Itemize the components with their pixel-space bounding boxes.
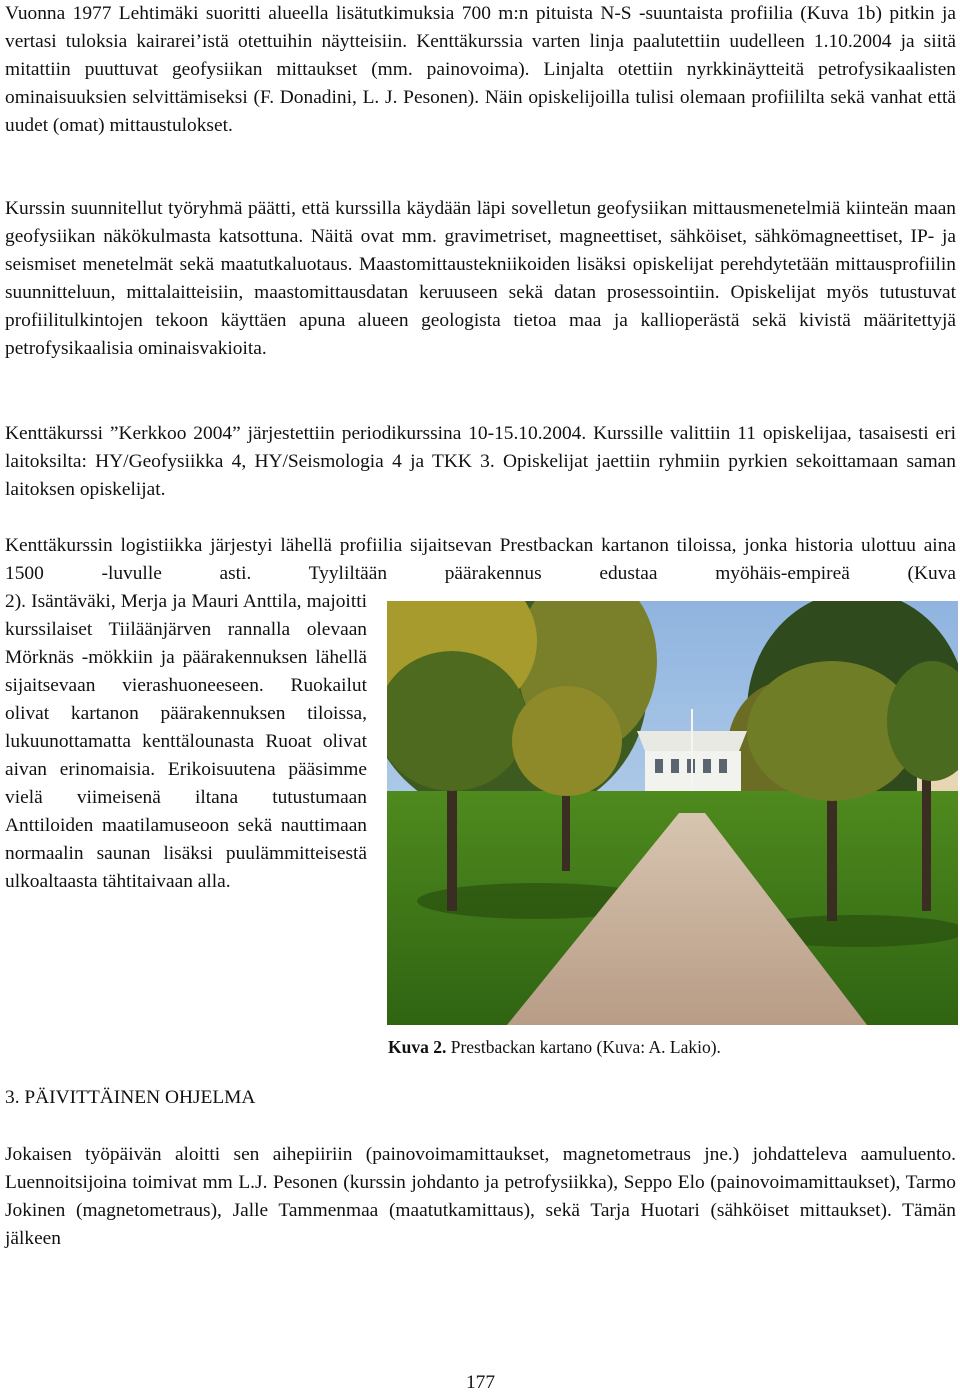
figure-caption-text: Prestbackan kartano (Kuva: A. Lakio).: [450, 1037, 721, 1057]
paragraph-course-methods: Kurssin suunnitellut työryhmä päätti, että kurssilla käydään läpi sovelletun geofysiikan mittausmenetelmiä kiinteän maan geofysiikan näkökulmasta katsottuna. Näitä ovat mm. gravimetriset, magneettiset, sähköiset, sähkömagneettiset, IP- ja seismiset menetelmät sekä maatutkaluotaus. Maastomittaustekniikoiden lisäksi opiskelijat perehdytetään mittausprofiilin suunnitteluun, mittalaitteisiin, maastomittausdatan keruuseen sekä datan prosessointiin. Opiskelijat myös tutustuvat profiilitulkintojen tekoon käyttäen apuna alueen geologista tietoa maa ja kallioperästä sekä kivistä määritettyjä petrofysikaalisia ominaisvakioita.: [5, 198, 956, 359]
figure-caption-label: Kuva 2.: [388, 1037, 447, 1057]
paragraph-course-participants: Kenttäkurssi ”Kerkkoo 2004” järjestettiin periodikurssina 10-15.10.2004. Kurssille valittiin 11 opiskelijaa, tasaisesti eri laitoksilta: HY/Geofysiikka 4, HY/Seismologia 4 ja TKK 3. Opiskelijat jaettiin ryhmiin pyrkien sekoittamaan saman laitoksen opiskelijat.: [5, 423, 956, 500]
section-heading: 3. PÄIVITTÄINEN OHJELMA: [5, 1087, 256, 1108]
manor-photo: [387, 601, 958, 1025]
figure-caption: [388, 1035, 721, 1059]
paragraph-daily-program: Jokaisen työpäivän aloitti sen aihepiiriin (painovoimamittaukset, magnetometraus jne.) johdatteleva aamuluento. Luennoitsijoina toimivat mm L.J. Pesonen (kurssin johdanto ja petrofysiikka), Seppo Elo (painovoimamittaukset), Tarmo Jokinen (magnetometraus), Jalle Tammenmaa (maatutkamittaus), sekä Tarja Huotari (sähköiset mittaukset). Tämän jälkeen: [5, 1144, 956, 1249]
page-number: 177: [465, 1372, 496, 1393]
paragraph-profile-measurements: Vuonna 1977 Lehtimäki suoritti alueella lisätutkimuksia 700 m:n pituista N-S -suuntaista profiilia (Kuva 1b) pitkin ja vertasi tuloksia kairarei’istä otettuihin näytteisiin. Kenttäkurssia varten linja paalutettiin uudelleen 1.10.2004 ja siitä mitattiin puuttuvat geofysiikan mittaukset (mm. painovoima). Linjalta otettiin nyrkkinäytteitä petrofysikaalisten ominaisuuksien selvittämiseksi (F. Donadini, L. J. Pesonen). Näin opiskelijoilla tulisi olemaan profiililta sekä vanhat että uudet (omat) mittaustulokset.: [5, 3, 956, 136]
paragraph-accommodation: 2). Isäntäväki, Merja ja Mauri Anttila, majoitti kurssilaiset Tiiläänjärven rannalla olevaan Mörknäs -mökkiin ja päärakennuksen lähellä sijaitsevaan vierashuoneeseen. Ruokailut olivat kartanon päärakennuksen tiloissa, lukuunottamatta kenttälounasta Ruoat olivat aivan erinomaisia. Erikoisuutena pääsimme vielä viimeisenä iltana tutustumaan Anttiloiden maatilamuseoon sekä nauttimaan normaalin saunan lisäksi puulämmitteisestä ulkoaltaasta tähtitaivaan alla.: [5, 591, 367, 892]
paragraph-logistics: Kenttäkurssin logistiikka järjestyi lähellä profiilia sijaitsevan Prestbackan kartanon tiloissa, jonka historia ulottuu aina 1500 -luvulle asti. Tyyliltään päärakennus edustaa myöhäis-empireä (Kuva: [5, 535, 956, 584]
